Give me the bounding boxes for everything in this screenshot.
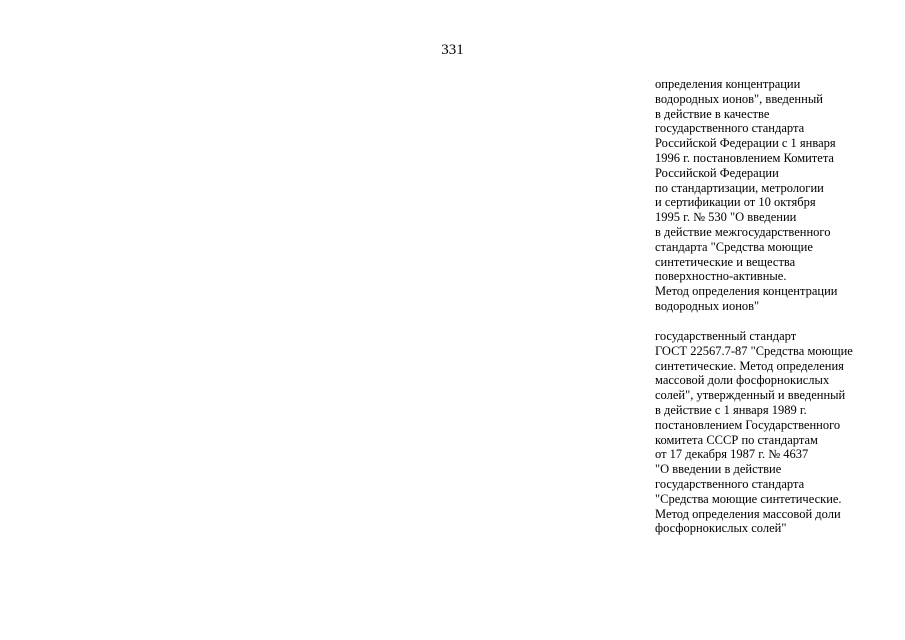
text-line: фосфорнокислых солей" — [655, 521, 787, 536]
page-number: 331 — [441, 42, 464, 58]
text-line: водородных ионов" — [655, 298, 760, 313]
text-line: стандарта "Средства моющие — [655, 239, 813, 254]
text-line: солей", утвержденный и введенный — [655, 388, 846, 403]
text-line: Метод определения массовой доли — [655, 506, 841, 521]
text-line: поверхностно-активные. — [655, 269, 787, 284]
text-line: в действие с 1 января 1989 г. — [655, 402, 807, 417]
text-line: постановлением Государственного — [655, 417, 841, 432]
text-line: в действие межгосударственного — [655, 224, 831, 239]
text-block-gost-22567 — [655, 329, 853, 536]
text-line: от 17 декабря 1987 г. № 4637 — [655, 447, 809, 462]
text-line: Российской Федерации с 1 января — [655, 136, 836, 151]
text-line: определения концентрации — [655, 77, 801, 91]
text-line: государственного стандарта — [655, 121, 805, 136]
text-block-decree-1995 — [655, 77, 837, 314]
text-line: "О введении в действие — [655, 462, 782, 477]
text-line: по стандартизации, метрологии — [655, 180, 824, 195]
text-line: и сертификации от 10 октября — [655, 195, 816, 210]
text-line: ГОСТ 22567.7-87 "Средства моющие — [655, 343, 853, 358]
text-line: 1996 г. постановлением Комитета — [655, 150, 834, 165]
text-line: комитета СССР по стандартам — [655, 432, 818, 447]
text-line: синтетические и вещества — [655, 254, 796, 269]
text-line: синтетические. Метод определения — [655, 358, 844, 373]
text-line: Метод определения концентрации — [655, 284, 838, 299]
text-line: в действие в качестве — [655, 106, 770, 121]
text-line: государственный стандарт — [655, 329, 797, 343]
text-line: "Средства моющие синтетические. — [655, 491, 842, 506]
text-line: массовой доли фосфорнокислых — [655, 373, 830, 388]
text-line: Российской Федерации — [655, 165, 779, 180]
text-line: государственного стандарта — [655, 476, 805, 491]
text-line: водородных ионов", введенный — [655, 91, 823, 106]
text-line: 1995 г. № 530 "О введении — [655, 210, 797, 225]
